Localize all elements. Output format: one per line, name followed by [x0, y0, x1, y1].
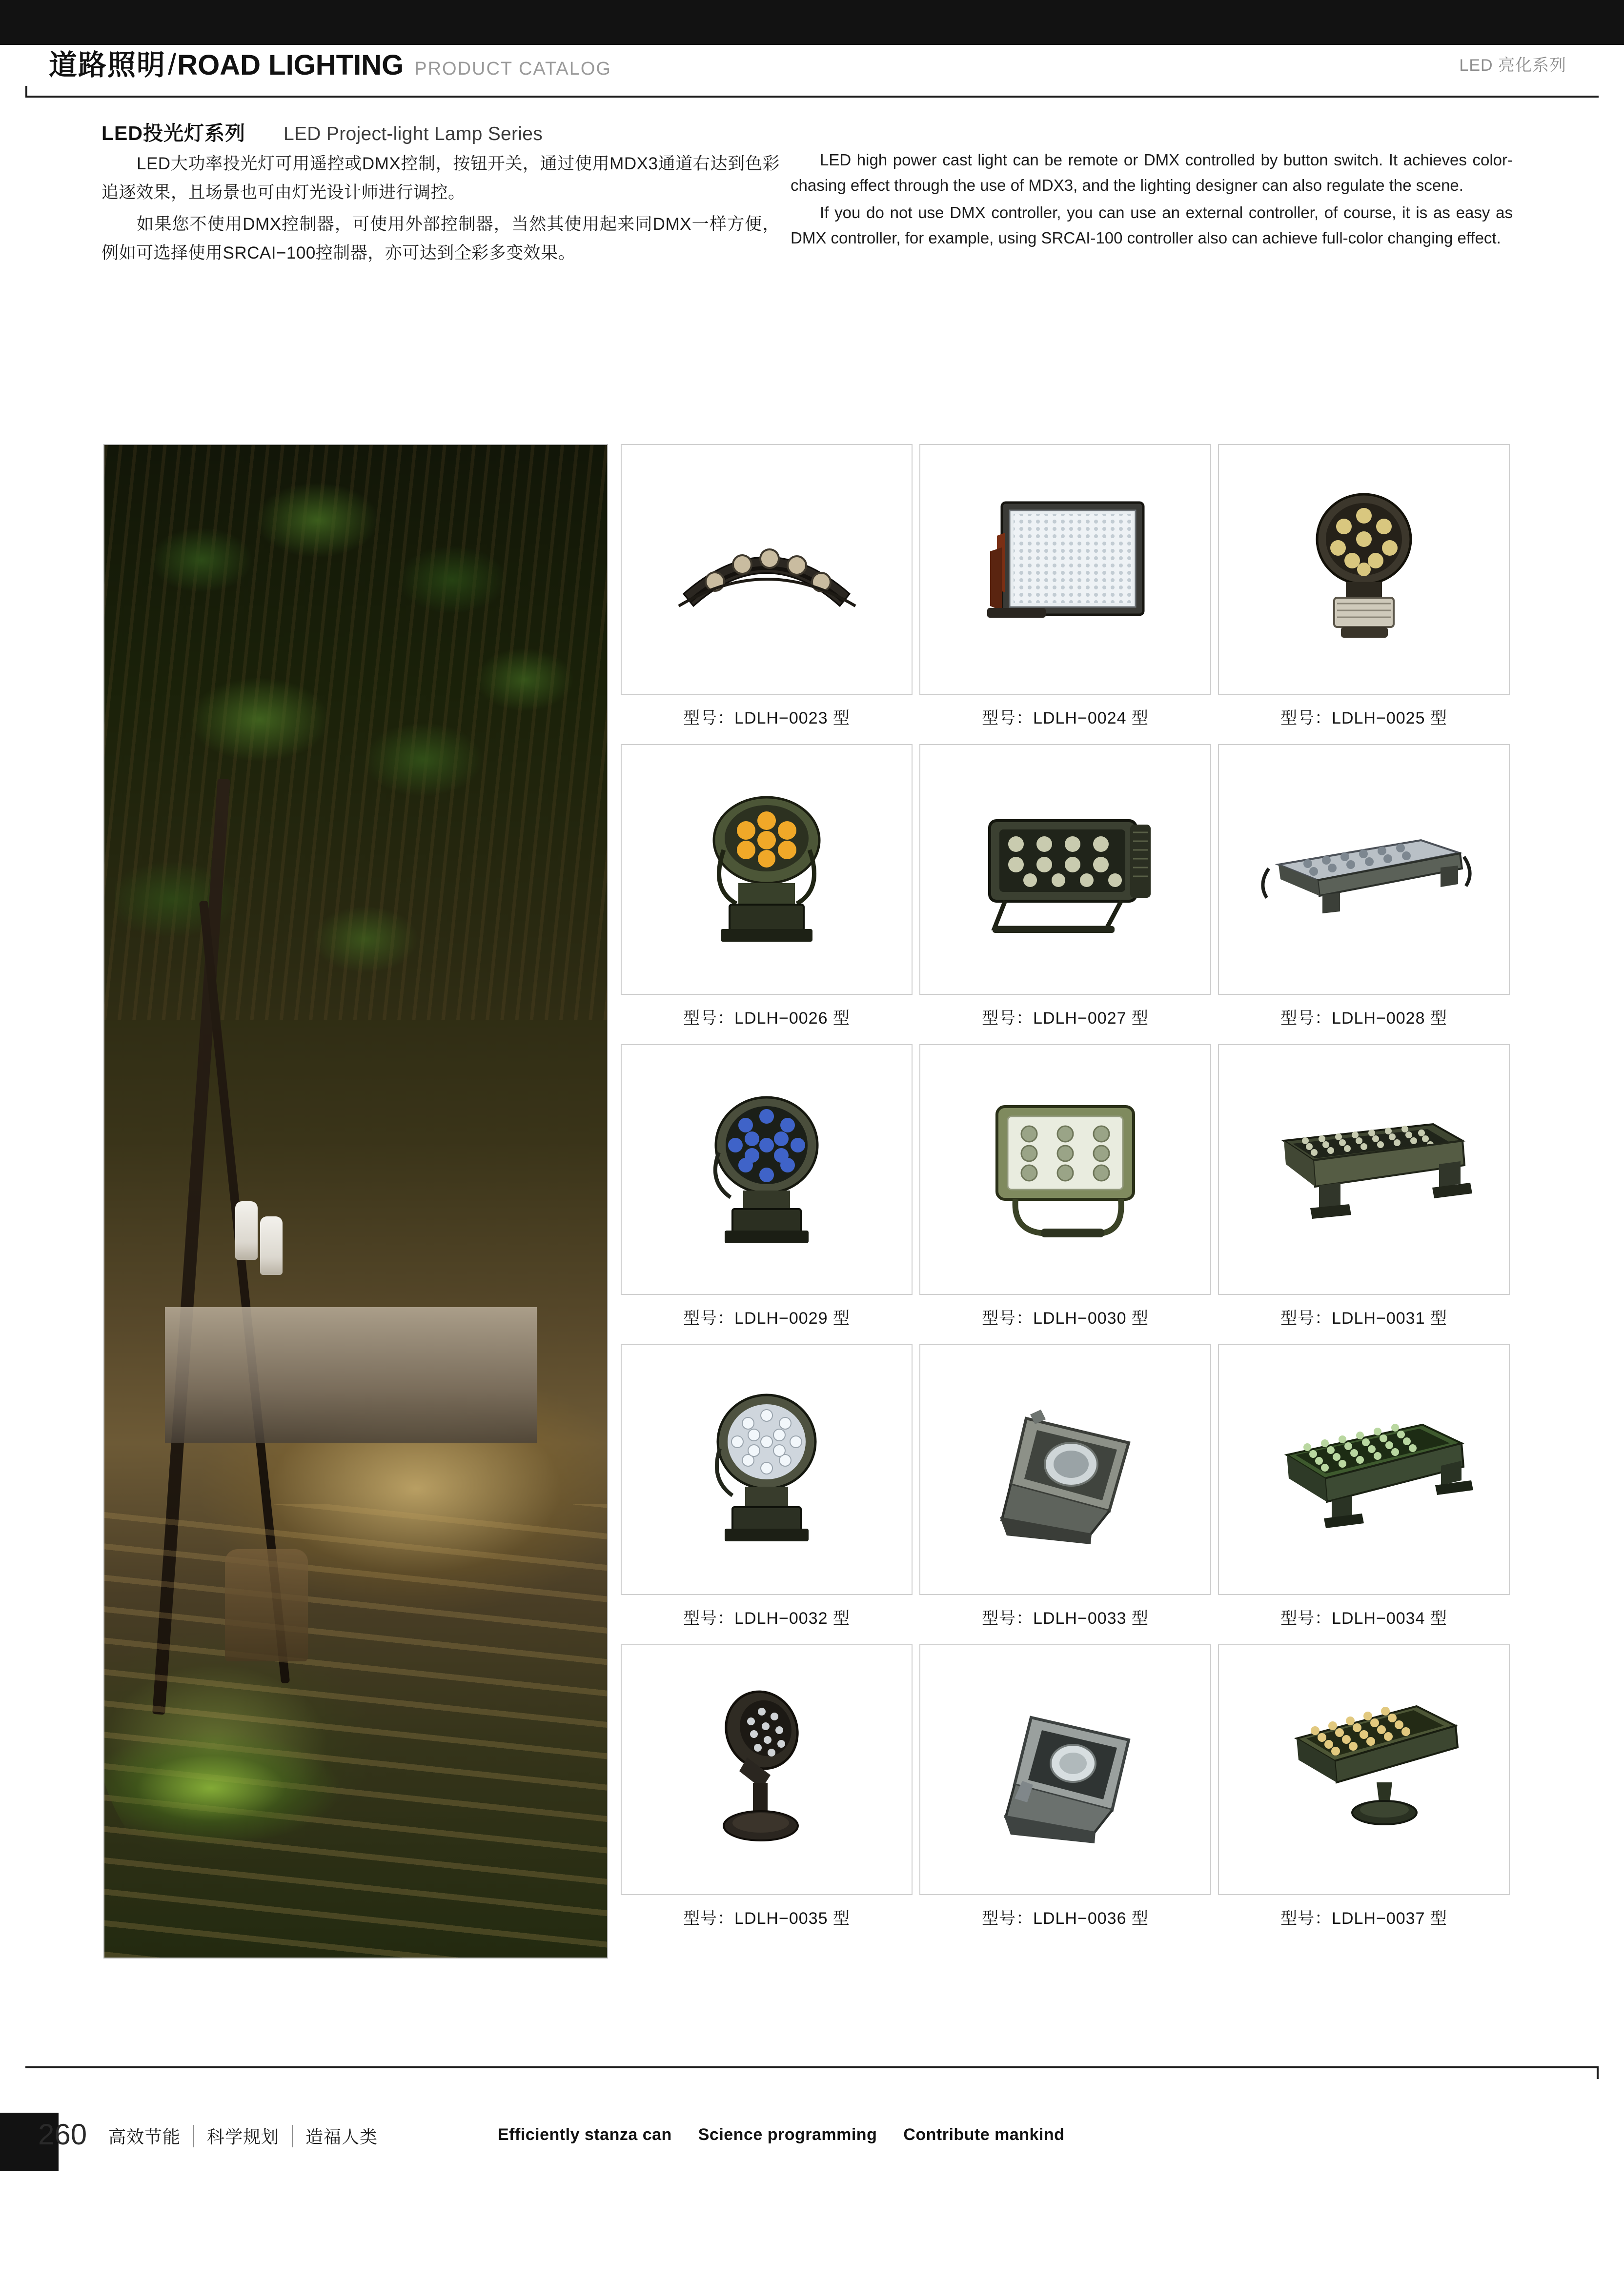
bar-green-led-lamp-icon	[1252, 1396, 1476, 1543]
product-image-0037	[1218, 1644, 1510, 1895]
rect-12led-lamp-icon	[960, 796, 1170, 943]
spike-oval-lamp-icon	[689, 1679, 845, 1860]
product-cell[interactable]	[919, 1344, 1211, 1641]
product-caption: 型号：LDLH−0023 型	[683, 709, 850, 727]
header-rule	[25, 96, 1599, 98]
product-image-0023	[621, 444, 913, 695]
footer-slogan-en-3: Contribute mankind	[903, 2125, 1065, 2144]
product-cell[interactable]	[1218, 444, 1510, 741]
wall-washer-bar-icon	[1249, 806, 1479, 933]
product-image-0035	[621, 1644, 913, 1895]
footer-slogan-cn	[96, 2123, 390, 2148]
hero-photo-scene	[104, 445, 607, 1958]
intro-en-paragraph-1: LED high power cast light can be remote or DMX controlled by button switch. It achieves color-chasing effect through the use of MDX3, and the lighting designer can also regulate the scene.	[791, 151, 1513, 194]
footer-rule	[25, 2066, 1599, 2068]
flood-tilt-lamp-icon	[968, 1389, 1163, 1550]
panel-stand-lamp-icon	[1261, 1687, 1466, 1853]
product-caption: 型号：LDLH−0030 型	[982, 1309, 1149, 1328]
footer-slogan-en	[498, 2125, 1086, 2144]
round-white-led-lamp-icon	[684, 1384, 850, 1555]
product-image-0033	[919, 1344, 1211, 1595]
product-cell[interactable]	[919, 744, 1211, 1041]
header-series-label: LED 亮化系列	[1459, 56, 1566, 75]
product-image-0026	[621, 744, 913, 995]
intro-cn-paragraph-2: 如果您不使用DMX控制器，可使用外部控制器，当然其使用起来同DMX一样方便，例如可选择使用SRCAI−100控制器，亦可达到全彩多变效果。	[102, 215, 780, 263]
product-cell[interactable]	[919, 1644, 1211, 1941]
footer-rule-tick	[1597, 2067, 1599, 2079]
product-caption: 型号：LDLH−0027 型	[982, 1009, 1149, 1028]
product-row	[621, 1644, 1519, 1941]
product-caption: 型号：LDLH−0034 型	[1280, 1609, 1447, 1628]
product-caption: 型号：LDLH−0028 型	[1280, 1009, 1447, 1028]
round-blue-led-lamp-icon	[684, 1084, 850, 1255]
section-title	[102, 117, 543, 146]
product-row	[621, 744, 1519, 1041]
product-cell[interactable]	[1218, 1044, 1510, 1341]
footer-slogan-en-2: Science programming	[698, 2125, 877, 2144]
product-row	[621, 444, 1519, 741]
product-image-0027	[919, 744, 1211, 995]
product-caption: 型号：LDLH−0035 型	[683, 1909, 850, 1928]
page-number: 260	[38, 2118, 87, 2151]
product-image-0031	[1218, 1044, 1510, 1295]
intro-en-paragraph-2: If you do not use DMX controller, you can use an external controller, of course, it is as easy as DMX controller, for example, using SRCAI-100 controller also can achieve full-color changing effect.	[791, 203, 1513, 247]
product-image-0032	[621, 1344, 913, 1595]
product-cell[interactable]	[919, 1044, 1211, 1341]
product-cell[interactable]	[621, 744, 913, 1041]
hero-buffet-counter	[165, 1307, 537, 1443]
panel-flood-lamp-icon	[968, 489, 1163, 650]
flood-cob-lamp-icon	[968, 1689, 1163, 1850]
product-image-0030	[919, 1044, 1211, 1295]
page-header	[0, 0, 1624, 100]
arc-bar-lamp-icon	[664, 506, 869, 633]
product-cell[interactable]	[621, 1044, 913, 1341]
product-caption: 型号：LDLH−0032 型	[683, 1609, 850, 1628]
product-cell[interactable]	[621, 444, 913, 741]
bar-36led-lamp-icon	[1252, 1099, 1476, 1240]
intro-chinese-column	[102, 149, 780, 270]
header-title-cn: 道路照明	[49, 49, 166, 81]
product-caption: 型号：LDLH−0024 型	[982, 709, 1149, 727]
product-grid	[621, 444, 1519, 1944]
product-image-0034	[1218, 1344, 1510, 1595]
product-cell[interactable]	[621, 1644, 913, 1941]
intro-cn-paragraph-1: LED大功率投光灯可用遥控或DMX控制，按钮开关，通过使用MDX3通道右达到色彩追逐效果，且场景也可由灯光设计师进行调控。	[102, 154, 780, 202]
product-cell[interactable]	[1218, 1344, 1510, 1641]
round-9led-lamp-icon	[1283, 486, 1444, 652]
footer-slogan-cn-3: 造福人类	[305, 2127, 378, 2147]
hero-chef-figure	[235, 1201, 258, 1260]
product-caption: 型号：LDLH−0033 型	[982, 1609, 1149, 1628]
footer-slogan-cn-2: 科学规划	[207, 2127, 280, 2147]
product-row	[621, 1344, 1519, 1641]
product-caption: 型号：LDLH−0029 型	[683, 1309, 850, 1328]
hero-lit-shrub	[103, 1534, 386, 1897]
product-image-0025	[1218, 444, 1510, 695]
product-caption: 型号：LDLH−0037 型	[1280, 1909, 1447, 1928]
product-image-0029	[621, 1044, 913, 1295]
hero-application-photo	[103, 444, 608, 1959]
footer-slogan-cn-1: 高效节能	[108, 2127, 181, 2147]
product-caption: 型号：LDLH−0026 型	[683, 1009, 850, 1028]
product-image-0036	[919, 1644, 1211, 1895]
product-cell[interactable]	[621, 1344, 913, 1641]
section-title-en: LED Project-light Lamp Series	[284, 123, 543, 144]
product-image-0024	[919, 444, 1211, 695]
footer-slogan-en-1: Efficiently stanza can	[498, 2125, 672, 2144]
square-9led-lamp-icon	[963, 1089, 1168, 1250]
product-caption: 型号：LDLH−0031 型	[1280, 1309, 1447, 1328]
header-black-band	[0, 0, 1624, 45]
product-caption: 型号：LDLH−0025 型	[1280, 709, 1447, 727]
section-title-cn: LED投光灯系列	[102, 122, 245, 144]
product-image-0028	[1218, 744, 1510, 995]
round-7led-warm-lamp-icon	[679, 782, 854, 957]
product-caption: 型号：LDLH−0036 型	[982, 1909, 1149, 1928]
intro-english-column	[791, 147, 1513, 253]
product-row	[621, 1044, 1519, 1341]
hero-chef-figure	[260, 1216, 283, 1275]
product-cell[interactable]	[919, 444, 1211, 741]
header-title	[49, 42, 611, 83]
header-title-en: ROAD LIGHTING	[177, 49, 404, 81]
header-title-slash: /	[168, 48, 177, 81]
header-subtitle: PRODUCT CATALOG	[414, 59, 611, 79]
product-cell[interactable]	[1218, 1644, 1510, 1941]
product-cell[interactable]	[1218, 744, 1510, 1041]
